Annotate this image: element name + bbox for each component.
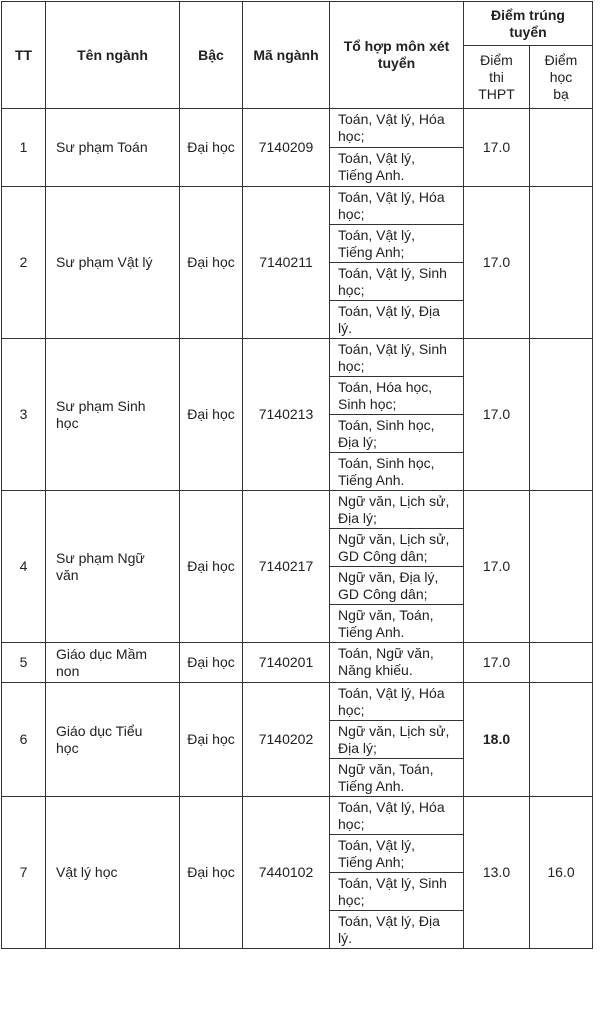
subject-combination: Toán, Vật lý, Địa lý. [330,301,464,339]
header-score-group: Điểm trúng tuyển [464,2,593,46]
row-tt: 3 [2,339,46,491]
program-name: Giáo dục Tiểu học [46,683,180,797]
score-thpt: 17.0 [464,339,530,491]
subject-combination: Toán, Sinh học, Địa lý; [330,415,464,453]
score-hocba [530,683,593,797]
row-tt: 6 [2,683,46,797]
subject-combination: Toán, Vật lý, Hóa học; [330,187,464,225]
program-code: 7140201 [243,643,330,683]
score-thpt: 13.0 [464,797,530,949]
header-combo: Tổ hợp môn xét tuyển [330,2,464,109]
score-hocba [530,643,593,683]
subject-combination: Toán, Sinh học, Tiếng Anh. [330,453,464,491]
score-hocba [530,339,593,491]
table-row [2,643,593,683]
program-level: Đại học [180,683,243,797]
subject-combination: Ngữ văn, Lịch sử, GD Công dân; [330,529,464,567]
program-level: Đại học [180,187,243,339]
subject-combination: Toán, Vật lý, Sinh học; [330,339,464,377]
score-hocba [530,109,593,187]
row-tt: 4 [2,491,46,643]
subject-combination: Ngữ văn, Toán, Tiếng Anh. [330,605,464,643]
admission-scores-table [1,1,593,949]
program-level: Đại học [180,797,243,949]
program-name: Vật lý học [46,797,180,949]
table-row [2,683,593,721]
header-thpt: Điểm thi THPT [464,46,530,109]
program-code: 7140209 [243,109,330,187]
header-level: Bậc [180,2,243,109]
score-hocba [530,491,593,643]
table-row [2,797,593,835]
subject-combination: Toán, Vật lý, Tiếng Anh; [330,225,464,263]
subject-combination: Toán, Vật lý, Sinh học; [330,873,464,911]
program-name: Sư phạm Vật lý [46,187,180,339]
row-tt: 5 [2,643,46,683]
table-row [2,339,593,377]
subject-combination: Toán, Vật lý, Sinh học; [330,263,464,301]
row-tt: 2 [2,187,46,339]
program-code: 7140213 [243,339,330,491]
score-thpt: 17.0 [464,643,530,683]
row-tt: 1 [2,109,46,187]
subject-combination: Toán, Vật lý, Tiếng Anh; [330,835,464,873]
program-name: Giáo dục Mầm non [46,643,180,683]
subject-combination: Toán, Vật lý, Tiếng Anh. [330,148,464,187]
subject-combination: Ngữ văn, Lịch sử, Địa lý; [330,721,464,759]
table-row [2,187,593,225]
score-thpt: 17.0 [464,109,530,187]
subject-combination: Toán, Ngữ văn, Năng khiếu. [330,643,464,683]
table-body [2,109,593,949]
subject-combination: Toán, Hóa học, Sinh học; [330,377,464,415]
program-name: Sư phạm Sinh học [46,339,180,491]
score-hocba: 16.0 [530,797,593,949]
program-level: Đại học [180,109,243,187]
score-hocba [530,187,593,339]
program-code: 7140202 [243,683,330,797]
subject-combination: Toán, Vật lý, Hóa học; [330,109,464,148]
subject-combination: Toán, Vật lý, Địa lý. [330,911,464,949]
subject-combination: Ngữ văn, Lịch sử, Địa lý; [330,491,464,529]
score-thpt: 17.0 [464,187,530,339]
header-tt: TT [2,2,46,109]
program-code: 7440102 [243,797,330,949]
header-code: Mã ngành [243,2,330,109]
table-row [2,491,593,529]
score-thpt: 18.0 [464,683,530,797]
subject-combination: Ngữ văn, Toán, Tiếng Anh. [330,759,464,797]
score-thpt: 17.0 [464,491,530,643]
row-tt: 7 [2,797,46,949]
program-level: Đại học [180,643,243,683]
table-row [2,109,593,148]
header-hocba: Điểm học bạ [530,46,593,109]
program-level: Đại học [180,339,243,491]
program-level: Đại học [180,491,243,643]
subject-combination: Toán, Vật lý, Hóa học; [330,797,464,835]
header-name: Tên ngành [46,2,180,109]
program-name: Sư phạm Ngữ văn [46,491,180,643]
subject-combination: Ngữ văn, Địa lý, GD Công dân; [330,567,464,605]
subject-combination: Toán, Vật lý, Hóa học; [330,683,464,721]
program-name: Sư phạm Toán [46,109,180,187]
program-code: 7140211 [243,187,330,339]
program-code: 7140217 [243,491,330,643]
